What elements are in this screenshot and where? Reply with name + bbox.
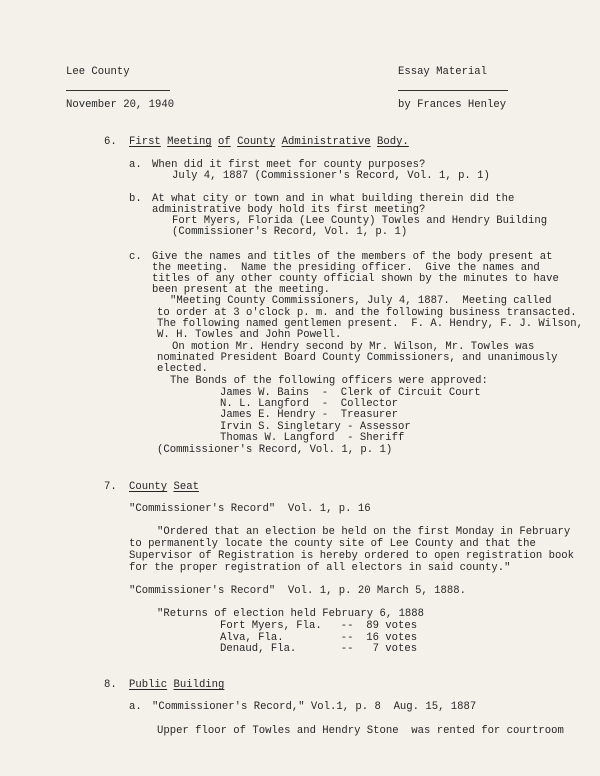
title-word: County	[237, 136, 276, 148]
section6-c-bonds-intro: The Bonds of the following officers were approved:	[170, 375, 488, 387]
title-word: Building	[173, 679, 225, 691]
section6-c-quote-line: nominated President Board County Commissioners, and unanimously	[157, 352, 558, 364]
section6-c-citation: (Commissioner's Record, Vol. 1, p. 1)	[157, 444, 393, 456]
section6-c-question-line: been present at the meeting.	[152, 284, 331, 296]
election-result: Fort Myers, Fla. -- 89 votes	[220, 620, 418, 632]
section6-title	[129, 136, 409, 148]
section6-c-quote-line: On motion Mr. Hendry second by Mr. Wilson, Mr. Towles was	[172, 341, 535, 353]
section6-c-question-line: Give the names and titles of the members of the body present at	[152, 251, 553, 263]
title-word: Seat	[173, 481, 199, 493]
section7-order-line: to permanently locate the county site of Lee County and that the	[129, 538, 536, 550]
officer-entry: Irvin S. Singletary - Assessor	[220, 421, 411, 433]
section6-c-quote-line: to order at 3 o'clock p. m. and the following business transacted.	[157, 307, 577, 319]
section7-number: 7.	[104, 481, 117, 493]
section8-a-label: a.	[129, 701, 142, 713]
section6-c-question-line: the meeting. Name the presiding officer. Give the names and	[152, 262, 540, 274]
section6-c-label: c.	[129, 251, 142, 263]
section7-title	[129, 481, 199, 493]
section6-c-quote-line: W. H. Towles and John Powell.	[157, 329, 342, 341]
officer-entry: Thomas W. Langford - Sheriff	[220, 432, 405, 444]
section6-b-question-line: At what city or town and in what building therein did the	[152, 193, 515, 205]
section7-reference: "Commissioner's Record" Vol. 1, p. 16	[129, 503, 371, 515]
election-result: Denaud, Fla. -- 7 votes	[220, 643, 418, 655]
section6-b-question-line: administrative body hold its first meeting?	[152, 204, 426, 216]
section7-order-line: Supervisor of Registration is hereby ordered to open registration book	[129, 550, 575, 562]
section6-a-answer: July 4, 1887 (Commissioner's Record, Vol. 1, p. 1)	[172, 170, 490, 182]
title-word: Meeting	[167, 136, 212, 148]
officer-entry: James W. Bains - Clerk of Circuit Court	[220, 387, 481, 399]
title-word: County	[129, 481, 168, 493]
section6-a-label: a.	[129, 159, 142, 171]
title-word: Administrative	[281, 136, 371, 148]
header-right-title: Essay Material	[398, 66, 488, 78]
title-word: of	[218, 136, 231, 148]
election-result: Alva, Fla. -- 16 votes	[220, 632, 418, 644]
section6-number: 6.	[104, 136, 117, 148]
section7-returns-title: "Returns of election held February 6, 1888	[157, 608, 425, 620]
section6-b-label: b.	[129, 193, 142, 205]
section8-title	[129, 679, 224, 691]
section8-a-reference: "Commissioner's Record," Vol.1, p. 8 Aug. 15, 1887	[152, 701, 477, 713]
officer-entry: N. L. Langford - Collector	[220, 398, 399, 410]
title-word: First	[129, 136, 161, 148]
header-right-rule	[398, 90, 508, 91]
section7-reference: "Commissioner's Record" Vol. 1, p. 20 March 5, 1888.	[129, 585, 466, 597]
section6-c-quote-line: The following named gentlemen present. F. A. Hendry, F. J. Wilson,	[157, 318, 583, 330]
header-left-title: Lee County	[66, 66, 130, 78]
section8-number: 8.	[104, 679, 117, 691]
officer-entry: James E. Hendry - Treasurer	[220, 409, 399, 421]
section6-a-question: When did it first meet for county purposes?	[152, 159, 426, 171]
title-word: Body.	[377, 136, 409, 148]
section6-c-quote-line: elected.	[157, 363, 208, 375]
header-author: by Frances Henley	[398, 99, 507, 111]
header-date: November 20, 1940	[66, 99, 175, 111]
section6-c-question-line: titles of any other county official shown by the minutes to have	[152, 273, 559, 285]
section6-b-answer-line: Fort Myers, Florida (Lee County) Towles and Hendry Building	[172, 215, 548, 227]
section7-order-line: for the proper registration of all electors in said county."	[129, 562, 511, 574]
title-word: Public	[129, 679, 168, 691]
header-left-rule	[66, 90, 170, 91]
section7-order-line: "Ordered that an election be held on the first Monday in February	[157, 526, 571, 538]
section8-a-text: Upper floor of Towles and Hendry Stone was rented for courtroom	[157, 725, 564, 737]
section6-c-quote-line: "Meeting County Commissioners, July 4, 1887. Meeting called	[170, 295, 552, 307]
section6-b-answer-line: (Commissioner's Record, Vol. 1, p. 1)	[172, 226, 408, 238]
